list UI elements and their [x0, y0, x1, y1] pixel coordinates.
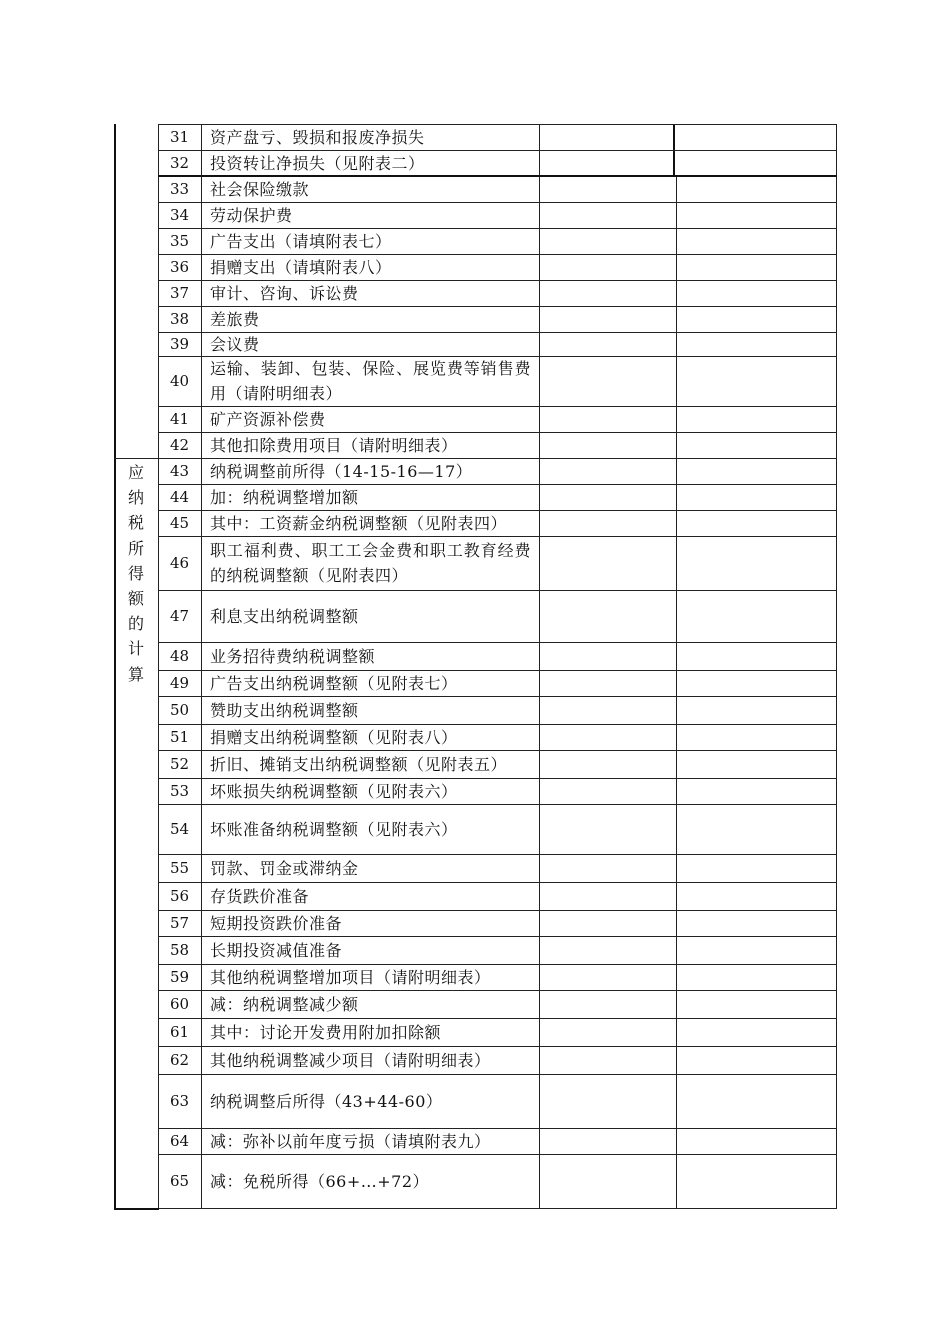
amount-cell-2[interactable] [677, 750, 835, 778]
row-label-text: 差旅费 [210, 309, 260, 329]
row-label [210, 778, 531, 804]
row-label-text: 业务招待费纳税调整额 [210, 646, 376, 666]
row-label [210, 750, 531, 778]
row-label-text: 其中：讨论开发费用附加扣除额 [210, 1022, 442, 1042]
row-number: 64 [169, 1132, 190, 1150]
row-number: 49 [169, 674, 190, 692]
section-label-char: 得 [127, 563, 144, 583]
row-label-text: 减：免税所得（66+…+72） [210, 1171, 430, 1191]
row-number: 39 [169, 335, 190, 353]
amount-cell-1[interactable] [540, 882, 674, 910]
row-number: 54 [169, 820, 190, 838]
row-label [210, 590, 531, 642]
row-label-text: 折旧、摊销支出纳税调整额（见附表五） [210, 754, 508, 774]
amount-cell-1[interactable] [540, 590, 674, 642]
amount-cell-1[interactable] [540, 1074, 674, 1128]
amount-cell-2[interactable] [677, 432, 835, 458]
amount-cell-1[interactable] [540, 176, 674, 202]
row-number: 59 [169, 968, 190, 986]
amount-cell-2[interactable] [677, 124, 835, 150]
row-label [210, 202, 531, 228]
amount-cell-2[interactable] [677, 510, 835, 536]
row-number: 56 [169, 887, 190, 905]
row-label-text: 纳税调整后所得（43+44-60） [210, 1091, 443, 1111]
row-label-text: 短期投资跌价准备 [210, 913, 343, 933]
row-label-text: 其他扣除费用项目（请附明细表） [210, 435, 458, 455]
amount-cell-2[interactable] [677, 990, 835, 1018]
row-label-text: 利息支出纳税调整额 [210, 606, 359, 626]
amount-cell-1[interactable] [540, 510, 674, 536]
row-number: 53 [169, 782, 190, 800]
row-label [210, 804, 531, 854]
amount-cell-2[interactable] [677, 1018, 835, 1046]
row-number: 41 [169, 410, 190, 428]
row-label-text: 赞助支出纳税调整额 [210, 700, 359, 720]
row-label [210, 936, 531, 964]
amount-cell-1[interactable] [540, 1046, 674, 1074]
row-label [210, 124, 531, 150]
section-label-vertical [114, 460, 158, 687]
row-label [210, 882, 531, 910]
row-label [210, 1046, 531, 1074]
row-label [210, 280, 531, 306]
amount-cell-2[interactable] [677, 484, 835, 510]
section-label-char: 纳 [127, 488, 144, 508]
row-label [210, 964, 531, 990]
row-label-text: 其他纳税调整减少项目（请附明细表） [210, 1050, 491, 1070]
amount-cell-2[interactable] [677, 804, 835, 854]
row-number: 46 [169, 554, 190, 572]
row-number: 34 [169, 206, 190, 224]
row-label-text: 坏账准备纳税调整额（见附表六） [210, 819, 458, 839]
amount-cell-2[interactable] [677, 306, 835, 332]
row-label-text: 捐赠支出（请填附表八） [210, 257, 392, 277]
row-number: 51 [169, 728, 190, 746]
row-label-text: 劳动保护费 [210, 205, 293, 225]
row-label-text: 审计、咨询、诉讼费 [210, 283, 359, 303]
row-label-text: 纳税调整前所得（14-15-16—17） [210, 461, 473, 481]
amount-cell-1[interactable] [540, 910, 674, 936]
row-number: 33 [169, 180, 190, 198]
row-label-text: 广告支出（请填附表七） [210, 231, 392, 251]
row-label-text: 加：纳税调整增加额 [210, 487, 359, 507]
amount-cell-1[interactable] [540, 1018, 674, 1046]
amount-cell-2[interactable] [677, 724, 835, 750]
tax-form-table [114, 124, 836, 1210]
row-label-text: 坏账损失纳税调整额（见附表六） [210, 781, 458, 801]
amount-cell-1[interactable] [540, 936, 674, 964]
row-label [210, 1074, 531, 1128]
amount-cell-1[interactable] [540, 778, 674, 804]
row-label [210, 356, 531, 406]
amount-cell-1[interactable] [540, 1154, 674, 1208]
amount-cell-1[interactable] [540, 536, 674, 590]
amount-cell-2[interactable] [677, 202, 835, 228]
amount-cell-2[interactable] [677, 1046, 835, 1074]
row-number: 37 [169, 284, 190, 302]
amount-cell-2[interactable] [677, 1074, 835, 1128]
row-number: 65 [169, 1172, 190, 1190]
row-label [210, 696, 531, 724]
row-label [210, 642, 531, 670]
amount-cell-2[interactable] [677, 936, 835, 964]
amount-cell-1[interactable] [540, 124, 674, 150]
amount-cell-1[interactable] [540, 432, 674, 458]
row-number: 42 [169, 436, 190, 454]
amount-cell-2[interactable] [677, 150, 835, 176]
row-label-text: 长期投资减值准备 [210, 940, 343, 960]
row-label [210, 150, 531, 176]
row-label [210, 458, 531, 484]
row-number: 58 [169, 941, 190, 959]
section-label-char: 所 [127, 538, 144, 558]
row-label-text: 职工福利费、职工工会金费和职工教育经费的纳税调整额（见附表四） [210, 541, 531, 585]
amount-cell-2[interactable] [677, 176, 835, 202]
amount-cell-1[interactable] [540, 670, 674, 696]
amount-cell-1[interactable] [540, 484, 674, 510]
row-number: 61 [169, 1023, 190, 1041]
row-label [210, 1128, 531, 1154]
row-label-text: 资产盘亏、毁损和报废净损失 [210, 127, 425, 147]
section-label-char: 的 [127, 614, 144, 634]
amount-cell-1[interactable] [540, 356, 674, 406]
row-label-text: 会议费 [210, 334, 260, 354]
row-label-text: 存货跌价准备 [210, 886, 310, 906]
amount-cell-2[interactable] [677, 280, 835, 306]
row-label [210, 724, 531, 750]
section-label-char: 税 [127, 513, 144, 533]
amount-cell-1[interactable] [540, 990, 674, 1018]
amount-cell-1[interactable] [540, 306, 674, 332]
section-label-char: 应 [127, 463, 144, 482]
row-label-text: 减：纳税调整减少额 [210, 994, 359, 1014]
amount-cell-1[interactable] [540, 228, 674, 254]
amount-cell-1[interactable] [540, 280, 674, 306]
row-label [210, 406, 531, 432]
row-label-text: 其他纳税调整增加项目（请附明细表） [210, 967, 491, 987]
amount-cell-1[interactable] [540, 254, 674, 280]
amount-cell-2[interactable] [677, 1128, 835, 1154]
amount-cell-2[interactable] [677, 1154, 835, 1208]
row-label [210, 332, 531, 356]
row-number: 50 [169, 701, 190, 719]
row-label-text: 其中：工资薪金纳税调整额（见附表四） [210, 513, 508, 533]
row-number: 48 [169, 647, 190, 665]
row-number: 40 [169, 372, 190, 390]
amount-cell-1[interactable] [540, 458, 674, 484]
amount-cell-2[interactable] [677, 854, 835, 882]
amount-cell-1[interactable] [540, 332, 674, 356]
row-label-text: 罚款、罚金或滞纳金 [210, 858, 359, 878]
row-number: 36 [169, 258, 190, 276]
row-number: 55 [169, 859, 190, 877]
row-label [210, 484, 531, 510]
row-label [210, 910, 531, 936]
row-number: 35 [169, 232, 190, 250]
amount-cell-2[interactable] [677, 910, 835, 936]
row-label [210, 1154, 531, 1208]
amount-cell-1[interactable] [540, 750, 674, 778]
row-number: 47 [169, 607, 190, 625]
amount-cell-1[interactable] [540, 150, 674, 176]
row-number: 63 [169, 1092, 190, 1110]
row-label-text: 矿产资源补偿费 [210, 409, 326, 429]
row-number: 43 [169, 462, 190, 480]
row-label-text: 运输、装卸、包装、保险、展览费等销售费用（请附明细表） [210, 359, 531, 403]
row-label [210, 432, 531, 458]
row-number: 62 [169, 1051, 190, 1069]
section-label-char: 额 [127, 589, 144, 609]
row-label-text: 广告支出纳税调整额（见附表七） [210, 673, 458, 693]
row-label [210, 254, 531, 280]
row-divider [158, 1208, 837, 1209]
row-label [210, 670, 531, 696]
amount-cell-2[interactable] [677, 642, 835, 670]
row-label [210, 510, 531, 536]
amount-cell-2[interactable] [677, 356, 835, 406]
amount-cell-1[interactable] [540, 804, 674, 854]
row-number: 57 [169, 914, 190, 932]
amount-cell-2[interactable] [677, 964, 835, 990]
row-number: 32 [169, 154, 190, 172]
row-number: 31 [169, 128, 190, 146]
amount-cell-1[interactable] [540, 642, 674, 670]
row-label [210, 536, 531, 590]
row-label [210, 854, 531, 882]
row-label-text: 投资转让净损失（见附表二） [210, 153, 425, 173]
amount-cell-1[interactable] [540, 406, 674, 432]
row-label [210, 1018, 531, 1046]
table-border-bottom [114, 1208, 159, 1210]
row-label-text: 社会保险缴款 [210, 179, 310, 199]
amount-cell-2[interactable] [677, 778, 835, 804]
row-number: 45 [169, 514, 190, 532]
row-label [210, 990, 531, 1018]
amount-cell-2[interactable] [677, 406, 835, 432]
row-label-text: 减：弥补以前年度亏损（请填附表九） [210, 1131, 491, 1151]
amount-cell-1[interactable] [540, 854, 674, 882]
section-label-char: 计 [127, 639, 144, 659]
amount-cell-2[interactable] [677, 882, 835, 910]
row-label [210, 228, 531, 254]
row-number: 44 [169, 488, 190, 506]
amount-cell-2[interactable] [677, 696, 835, 724]
amount-cell-2[interactable] [677, 332, 835, 356]
amount-cell-1[interactable] [540, 202, 674, 228]
section-label-char: 算 [127, 664, 144, 684]
row-number: 52 [169, 755, 190, 773]
row-label [210, 176, 531, 202]
amount-cell-2[interactable] [677, 228, 835, 254]
row-label [210, 306, 531, 332]
amount-cell-1[interactable] [540, 964, 674, 990]
amount-cell-1[interactable] [540, 724, 674, 750]
amount-cell-2[interactable] [677, 670, 835, 696]
amount-cell-2[interactable] [677, 590, 835, 642]
amount-cell-2[interactable] [677, 254, 835, 280]
row-label-text: 捐赠支出纳税调整额（见附表八） [210, 727, 458, 747]
amount-cell-1[interactable] [540, 1128, 674, 1154]
row-number: 60 [169, 995, 190, 1013]
amount-cell-2[interactable] [677, 458, 835, 484]
row-number: 38 [169, 310, 190, 328]
amount-cell-2[interactable] [677, 536, 835, 590]
amount-cell-1[interactable] [540, 696, 674, 724]
